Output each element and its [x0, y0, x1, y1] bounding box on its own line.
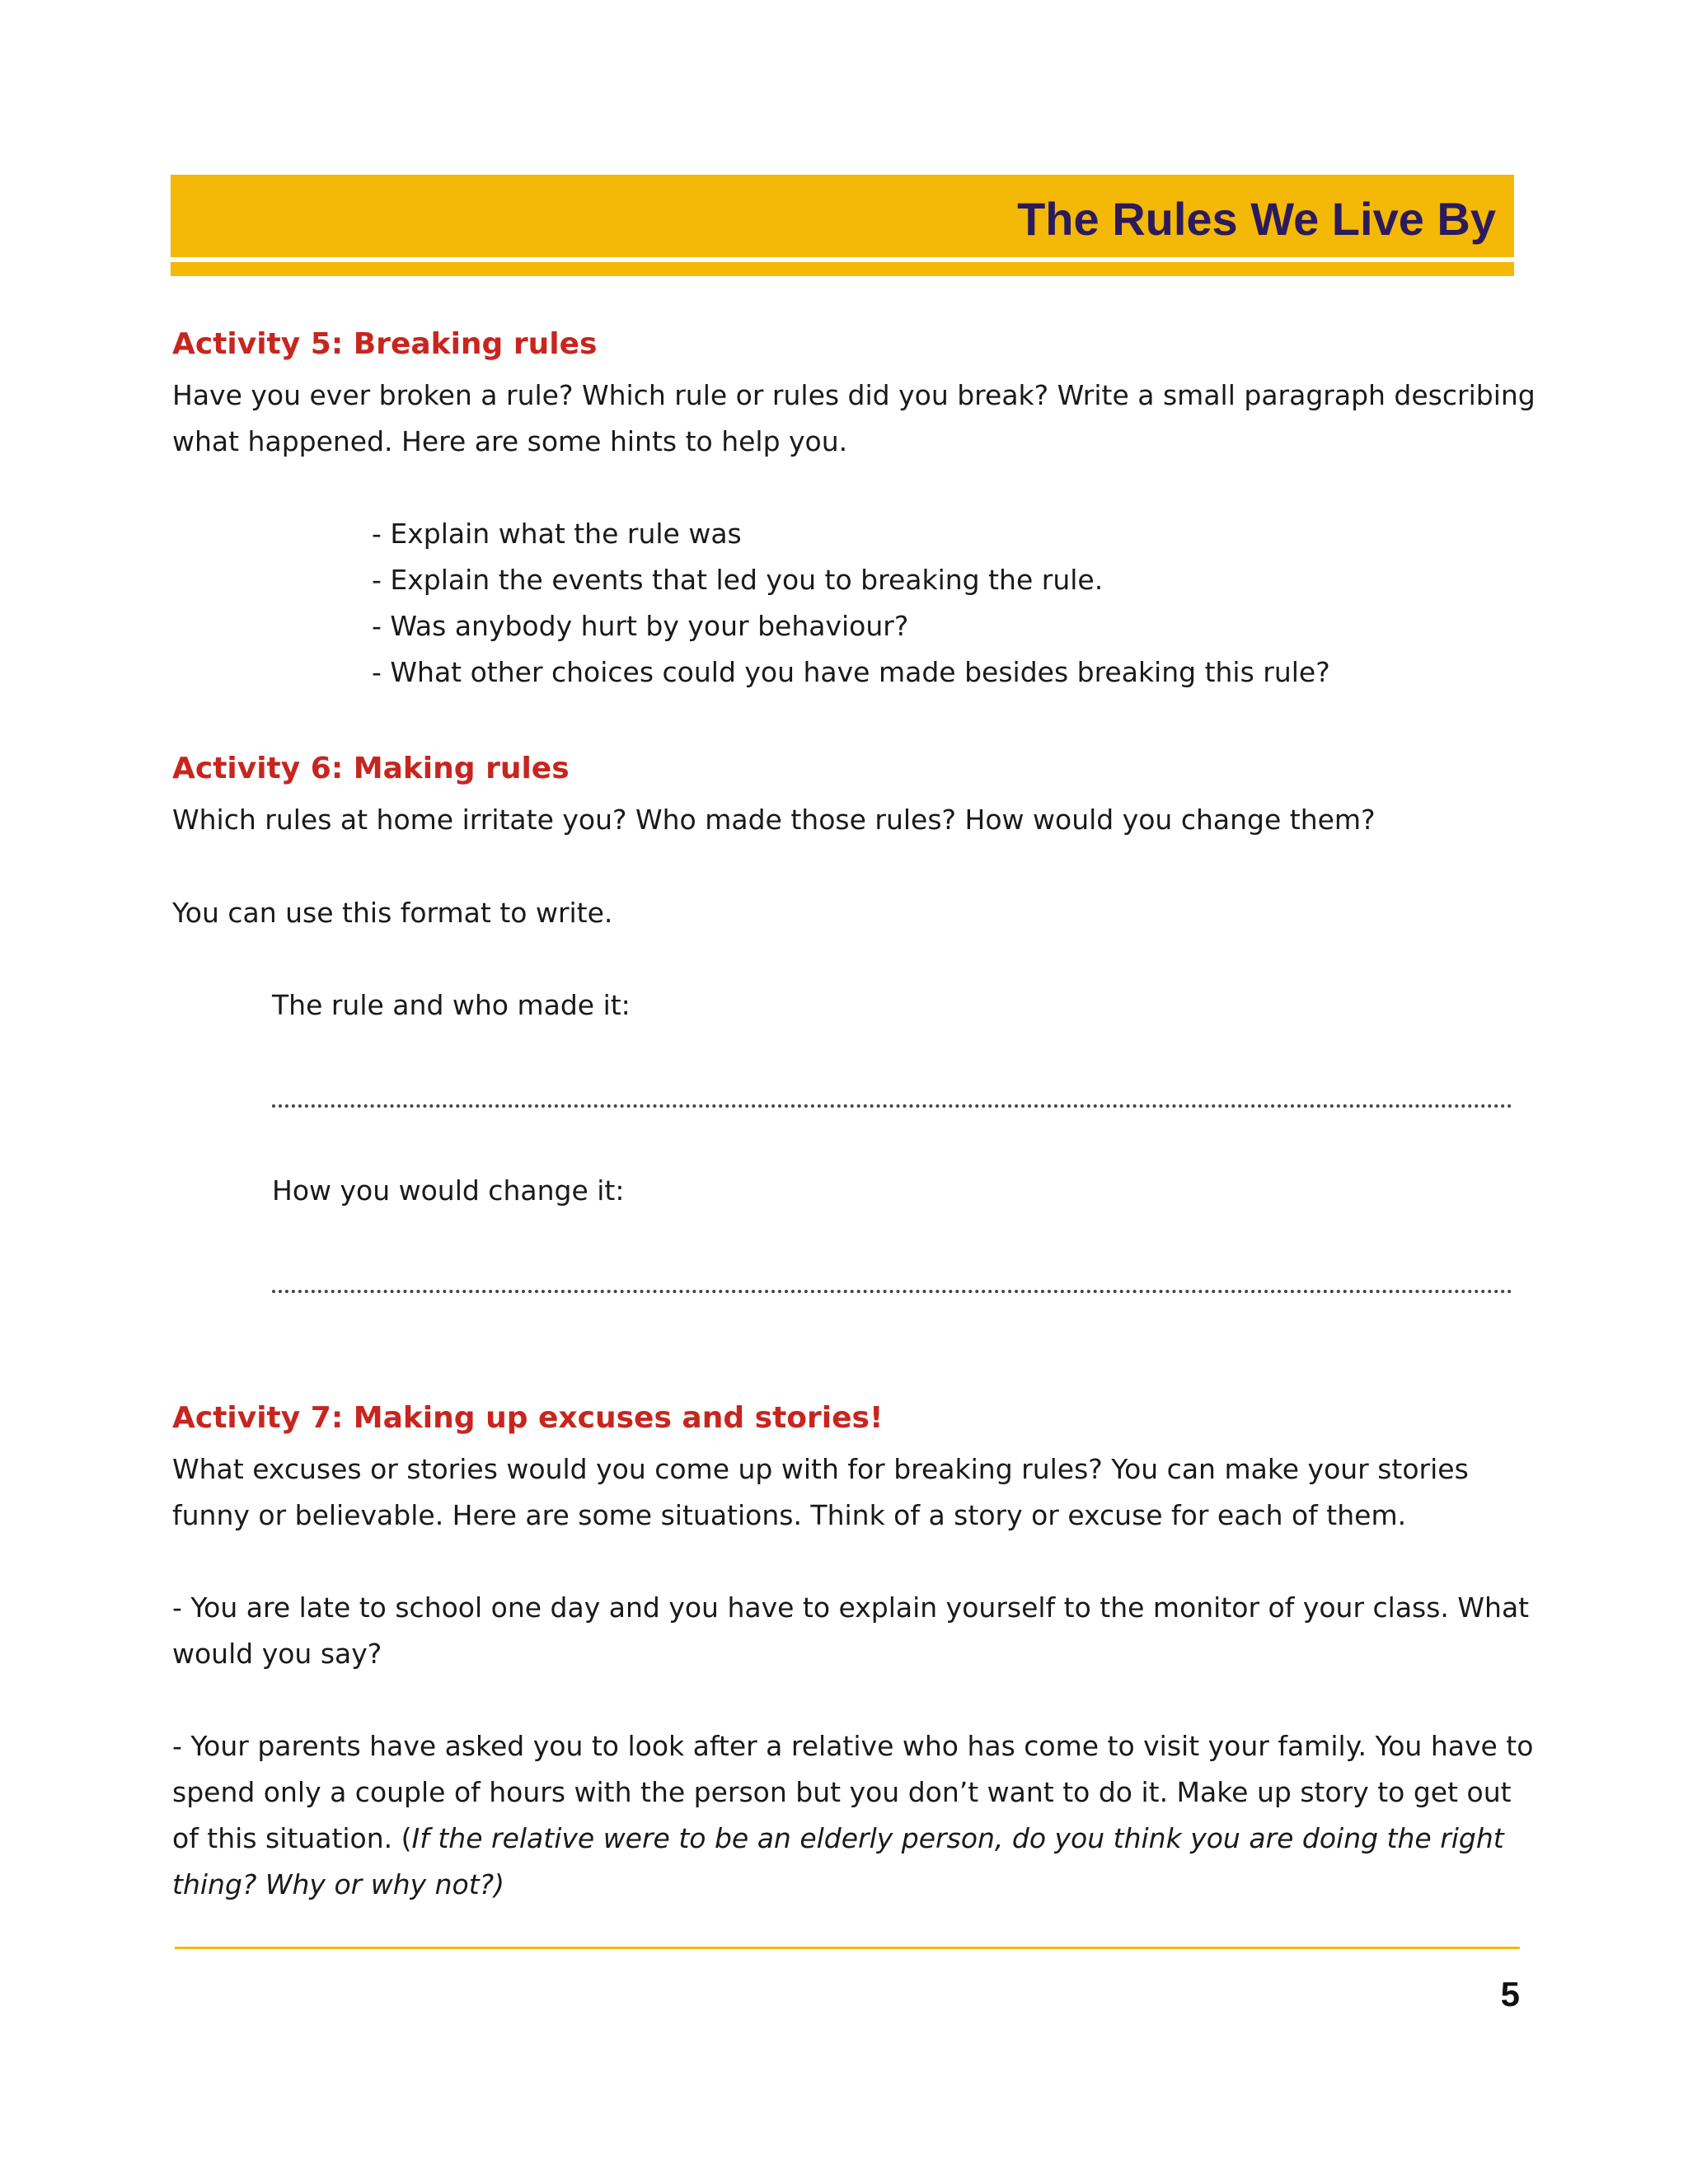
situation2-line1: - Your parents have asked you to look after a relative who has come to visit your family. You have to [172, 1730, 1534, 1762]
situation2-line3-plain: of this situation. ( [172, 1822, 412, 1854]
activity5-hint-1: - Explain what the rule was [372, 518, 742, 550]
activity6-prompt-rule: The rule and who made it: [272, 989, 631, 1021]
activity5-intro-line1: Have you ever broken a rule? Which rule or rules did you break? Write a small paragraph describing [172, 379, 1536, 411]
footer-rule [175, 1947, 1520, 1949]
activity7-intro-line1: What excuses or stories would you come up with for breaking rules? You can make your stories [172, 1453, 1469, 1485]
situation2-line3 [172, 1816, 1524, 1862]
activity5-hint-2: - Explain the events that led you to breaking the rule. [372, 564, 1104, 596]
answer-line-2 [272, 1290, 1512, 1293]
activity5-hint-4: - What other choices could you have made besides breaking this rule? [372, 656, 1330, 688]
situation2-line3-italic: If the relative were to be an elderly person, do you think you are doing the right [411, 1822, 1504, 1854]
activity6-format-note: You can use this format to write. [172, 897, 613, 929]
activity5-intro-line2: what happened. Here are some hints to help you. [172, 425, 848, 457]
situation2-line4: thing? Why or why not?) [172, 1868, 505, 1900]
header-rule [171, 262, 1514, 276]
situation2-line2: spend only a couple of hours with the person but you don’t want to do it. Make up story to get out [172, 1776, 1512, 1808]
activity5-hint-3: - Was anybody hurt by your behaviour? [372, 610, 909, 642]
answer-line-1 [272, 1104, 1512, 1108]
situation1-line2: would you say? [172, 1638, 382, 1670]
page-number: 5 [1500, 1975, 1520, 2013]
activity6-heading: Activity 6: Making rules [172, 752, 570, 785]
activity6-prompt-change: How you would change it: [272, 1174, 625, 1207]
activity6-intro: Which rules at home irritate you? Who made those rules? How would you change them? [172, 804, 1376, 836]
situation1-line1: - You are late to school one day and you have to explain yourself to the monitor of your class. What [172, 1591, 1530, 1624]
activity7-intro-line2: funny or believable. Here are some situations. Think of a story or excuse for each of them. [172, 1499, 1407, 1531]
activity5-heading: Activity 5: Breaking rules [172, 327, 598, 361]
page-title: The Rules We Live By [1017, 193, 1496, 245]
activity7-heading: Activity 7: Making up excuses and stories! [172, 1401, 884, 1435]
